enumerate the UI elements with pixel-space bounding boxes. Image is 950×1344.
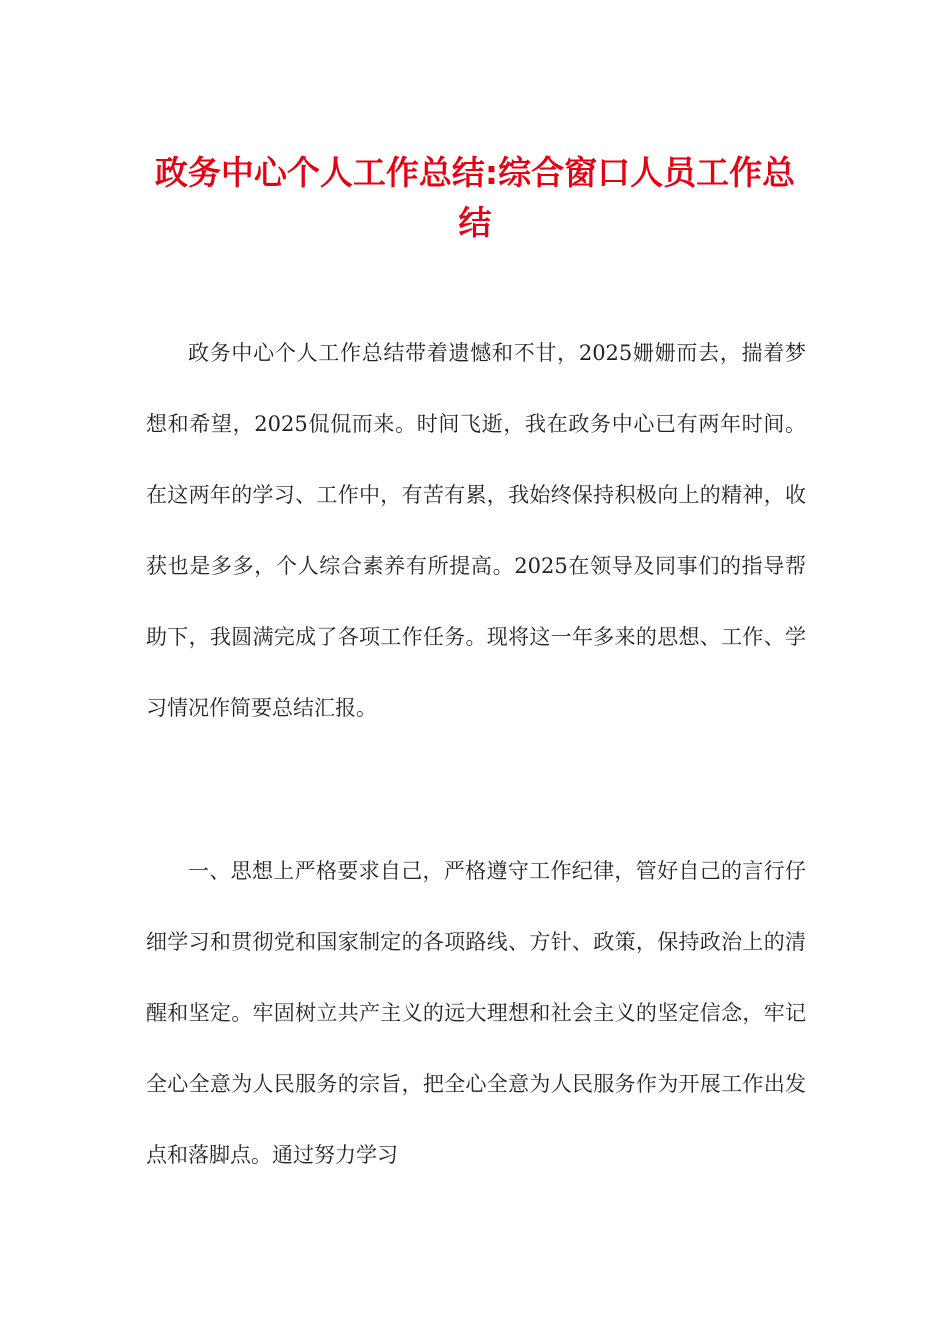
document-title: 政务中心个人工作总结:综合窗口人员工作总结: [154, 153, 796, 242]
paragraph-intro: 政务中心个人工作总结带着遗憾和不甘，2025姗姗而去，揣着梦想和希望，2025侃侃而来。时间飞逝，我在政务中心已有两年时间。在这两年的学习、工作中，有苦有累，我始终保持积极向上的精神，收获也是多多，个人综合素养有所提高。2025在领导及同事们的指导帮助下，我圆满完成了各项工作任务。现将这一年多来的思想、工作、学习情况作简要总结汇报。: [146, 341, 806, 720]
paragraph-section-one: 一、思想上严格要求自己，严格遵守工作纪律，管好自己的言行仔细学习和贯彻党和国家制定的各项路线、方针、政策，保持政治上的清醒和坚定。牢固树立共产主义的远大理想和社会主义的坚定信念，牢记全心全意为人民服务的宗旨，把全心全意为人民服务作为开展工作出发点和落脚点。通过努力学习: [146, 859, 806, 1167]
